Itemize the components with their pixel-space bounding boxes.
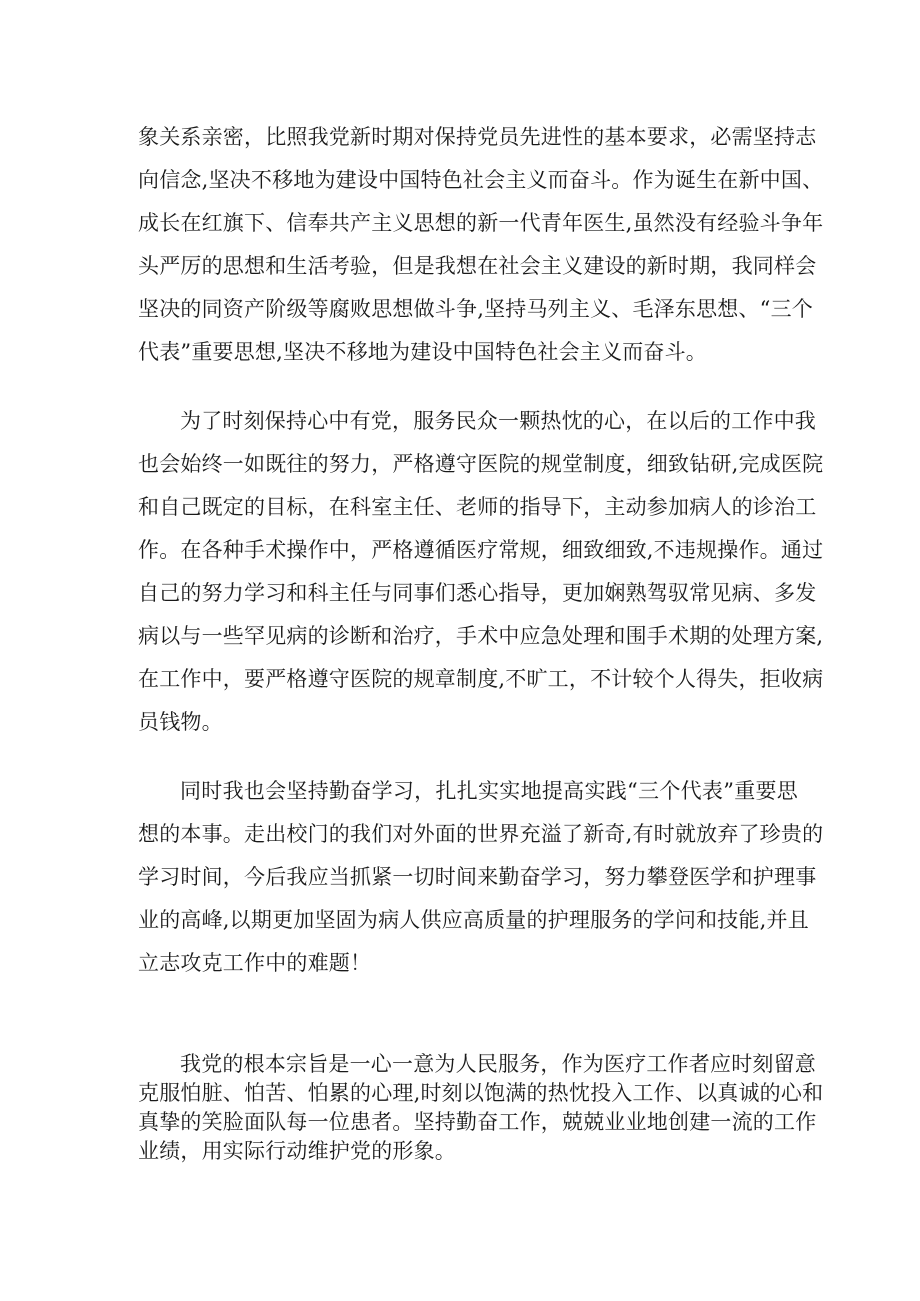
text-line: 和自己既定的目标，在科室主任、老师的指导下，主动参加病人的诊治工	[138, 495, 817, 519]
text-line: 在工作中，要严格遵守医院的规章制度,不旷工，不计较个人得失，拒收病	[138, 667, 824, 691]
text-line-indented: 我党的根本宗旨是一心一意为人民服务，作为医疗工作者应时刻留意	[180, 1052, 816, 1076]
text-line: 业的高峰,以期更加坚固为病人供应高质量的护理服务的学问和技能,并且	[138, 908, 809, 932]
text-line-indented: 同时我也会坚持勤奋学习，扎扎实实地提高实践“三个代表”重要思	[180, 779, 798, 803]
text-line: 作。在各种手术操作中，严格遵循医疗常规，细致细致,不违规操作。通过	[138, 538, 824, 562]
body-paragraph-4	[138, 1050, 824, 1166]
text-line: 学习时间，今后我应当抓紧一切时间来勤奋学习，努力攀登医学和护理事	[138, 865, 817, 889]
text-line: 向信念,坚决不移地为建设中国特色社会主义而奋斗。作为诞生在新中国、	[138, 168, 824, 192]
text-line: 立志攻克工作中的难题！	[138, 951, 372, 975]
text-line: 业绩，用实际行动维护党的形象。	[138, 1139, 456, 1163]
body-paragraph-2	[138, 400, 824, 744]
text-line: 坚决的同资产阶级等腐败思想做斗争,坚持马列主义、毛泽东思想、“三个	[138, 297, 814, 321]
text-line: 自己的努力学习和科主任与同事们悉心指导，更加娴熟驾驭常见病、多发	[138, 581, 817, 605]
text-line: 病以与一些罕见病的诊断和治疗，手术中应急处理和围手术期的处理方案,	[138, 624, 824, 648]
text-line-indented: 为了时刻保持心中有党，服务民众一颗热忱的心，在以后的工作中我	[180, 409, 816, 433]
body-paragraph-3	[138, 770, 824, 985]
text-line: 员钱物。	[138, 710, 223, 734]
text-line: 也会始终一如既往的努力，严格遵守医院的规堂制度，细致钻研,完成医院	[138, 452, 824, 476]
body-paragraph-1	[138, 116, 824, 374]
text-line: 头严厉的思想和生活考验，但是我想在社会主义建设的新时期，我同样会	[138, 254, 817, 278]
text-line: 象关系亲密，比照我党新时期对保持党员先进性的基本要求，必需坚持志	[138, 125, 817, 149]
text-line: 克服怕脏、怕苦、怕累的心理,时刻以饱满的热忱投入工作、以真诚的心和	[138, 1081, 824, 1105]
text-line: 想的本事。走出校门的我们对外面的世界充溢了新奇,有时就放弃了珍贵的	[138, 822, 824, 846]
text-line: 代表”重要思想,坚决不移地为建设中国特色社会主义而奋斗。	[138, 340, 708, 364]
text-line: 成长在红旗下、信奉共产主义思想的新一代青年医生,虽然没有经验斗争年	[138, 211, 824, 235]
text-line: 真挚的笑脸面队每一位患者。坚持勤奋工作，兢兢业业地创建一流的工作	[138, 1110, 817, 1134]
